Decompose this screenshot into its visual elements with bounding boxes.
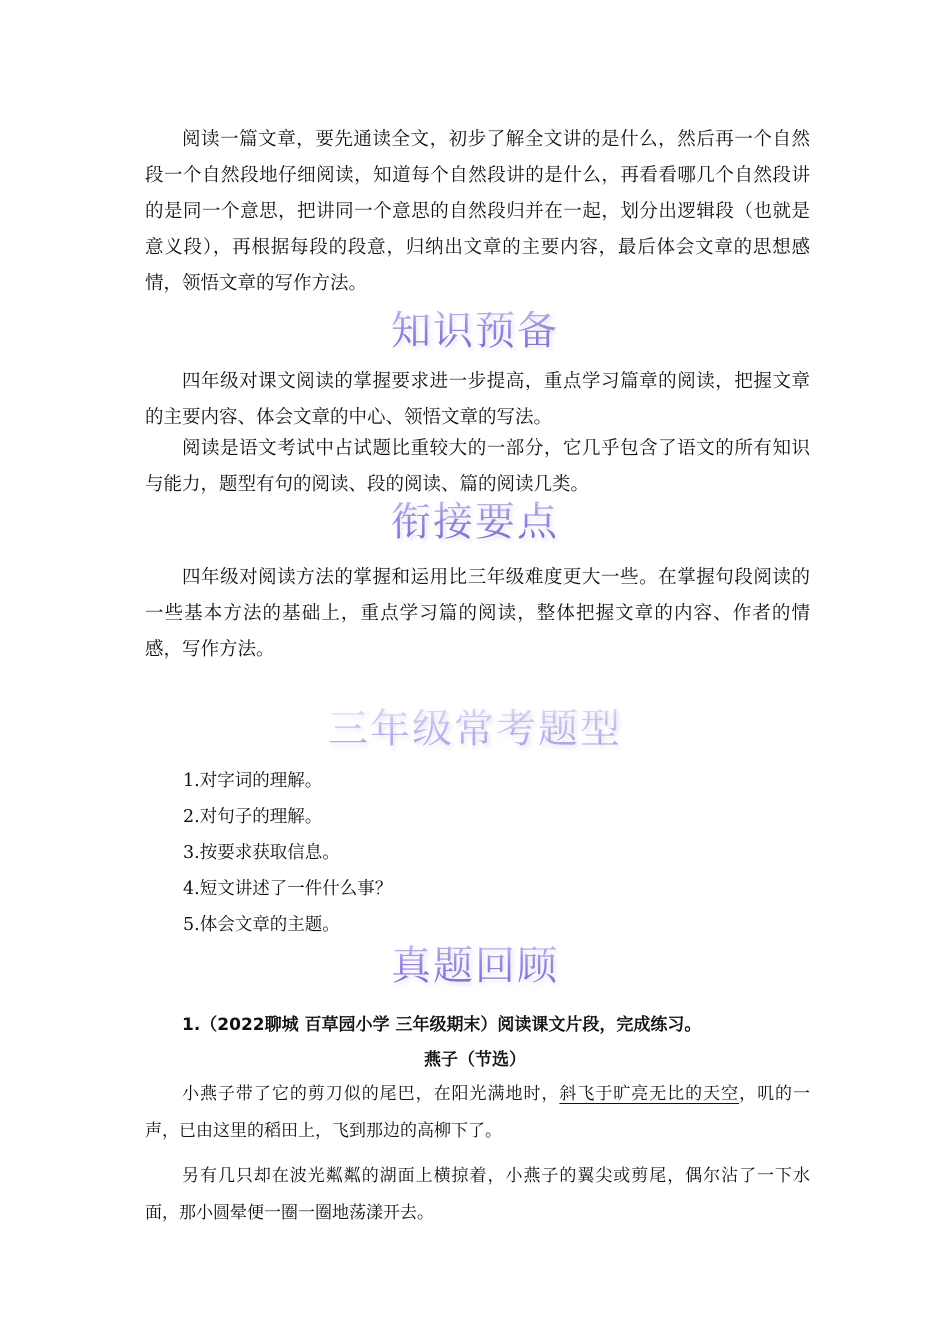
passage-title: 燕子（节选） bbox=[424, 1050, 526, 1070]
heading-connect: 衔接要点 bbox=[0, 496, 950, 548]
list-item: 1.对字词的理解。 bbox=[183, 771, 323, 791]
knowledge-paragraph-2: 阅读是语文考试中占试题比重较大的一部分，它几乎包含了语文的所有知识与能力，题型有句的阅读、段的阅读、篇的阅读几类。 bbox=[145, 438, 810, 495]
heading-review: 真题回顾 bbox=[0, 940, 950, 992]
passage-text: ，叽的一声，已由这里的稻田上，飞到那边的高柳下了。 bbox=[145, 1084, 811, 1141]
passage-paragraph-1 bbox=[145, 1076, 810, 1150]
underlined-sentence: 斜飞于旷亮无比的天空 bbox=[559, 1084, 740, 1104]
list-item: 2.对句子的理解。 bbox=[183, 807, 323, 827]
question-type-list bbox=[183, 763, 392, 943]
passage-paragraph-2: 另有几只却在波光粼粼的湖面上横掠着，小燕子的翼尖或剪尾，偶尔沾了一下水面，那小圆晕便一圈一圈地荡漾开去。 bbox=[145, 1166, 810, 1223]
heading-knowledge: 知识预备 bbox=[0, 305, 950, 357]
heading-types: 三年级常考题型 bbox=[0, 703, 950, 755]
list-item: 3.按要求获取信息。 bbox=[183, 843, 340, 863]
question-title: 1.（2022聊城 百草园小学 三年级期末）阅读课文片段，完成练习。 bbox=[182, 1015, 702, 1035]
intro-paragraph: 阅读一篇文章，要先通读全文，初步了解全文讲的是什么，然后再一个自然段一个自然段地仔细阅读，知道每个自然段讲的是什么，再看看哪几个自然段讲的是同一个意思，把讲同一个意思的自然段归并在一起，划分出逻辑段（也就是意义段），再根据每段的段意，归纳出文章的主要内容，最后体会文章的思想感情，领悟文章的写作方法。 bbox=[145, 129, 810, 294]
knowledge-paragraph-1: 四年级对课文阅读的掌握要求进一步提高，重点学习篇章的阅读，把握文章的主要内容、体会文章的中心、领悟文章的写法。 bbox=[145, 371, 810, 428]
list-item: 4.短文讲述了一件什么事？ bbox=[183, 879, 393, 899]
list-item: 5.体会文章的主题。 bbox=[183, 915, 340, 935]
connect-paragraph: 四年级对阅读方法的掌握和运用比三年级难度更大一些。在掌握句段阅读的一些基本方法的基础上，重点学习篇的阅读，整体把握文章的内容、作者的情感，写作方法。 bbox=[145, 567, 810, 660]
passage-text: 小燕子带了它的剪刀似的尾巴，在阳光满地时， bbox=[182, 1084, 560, 1104]
